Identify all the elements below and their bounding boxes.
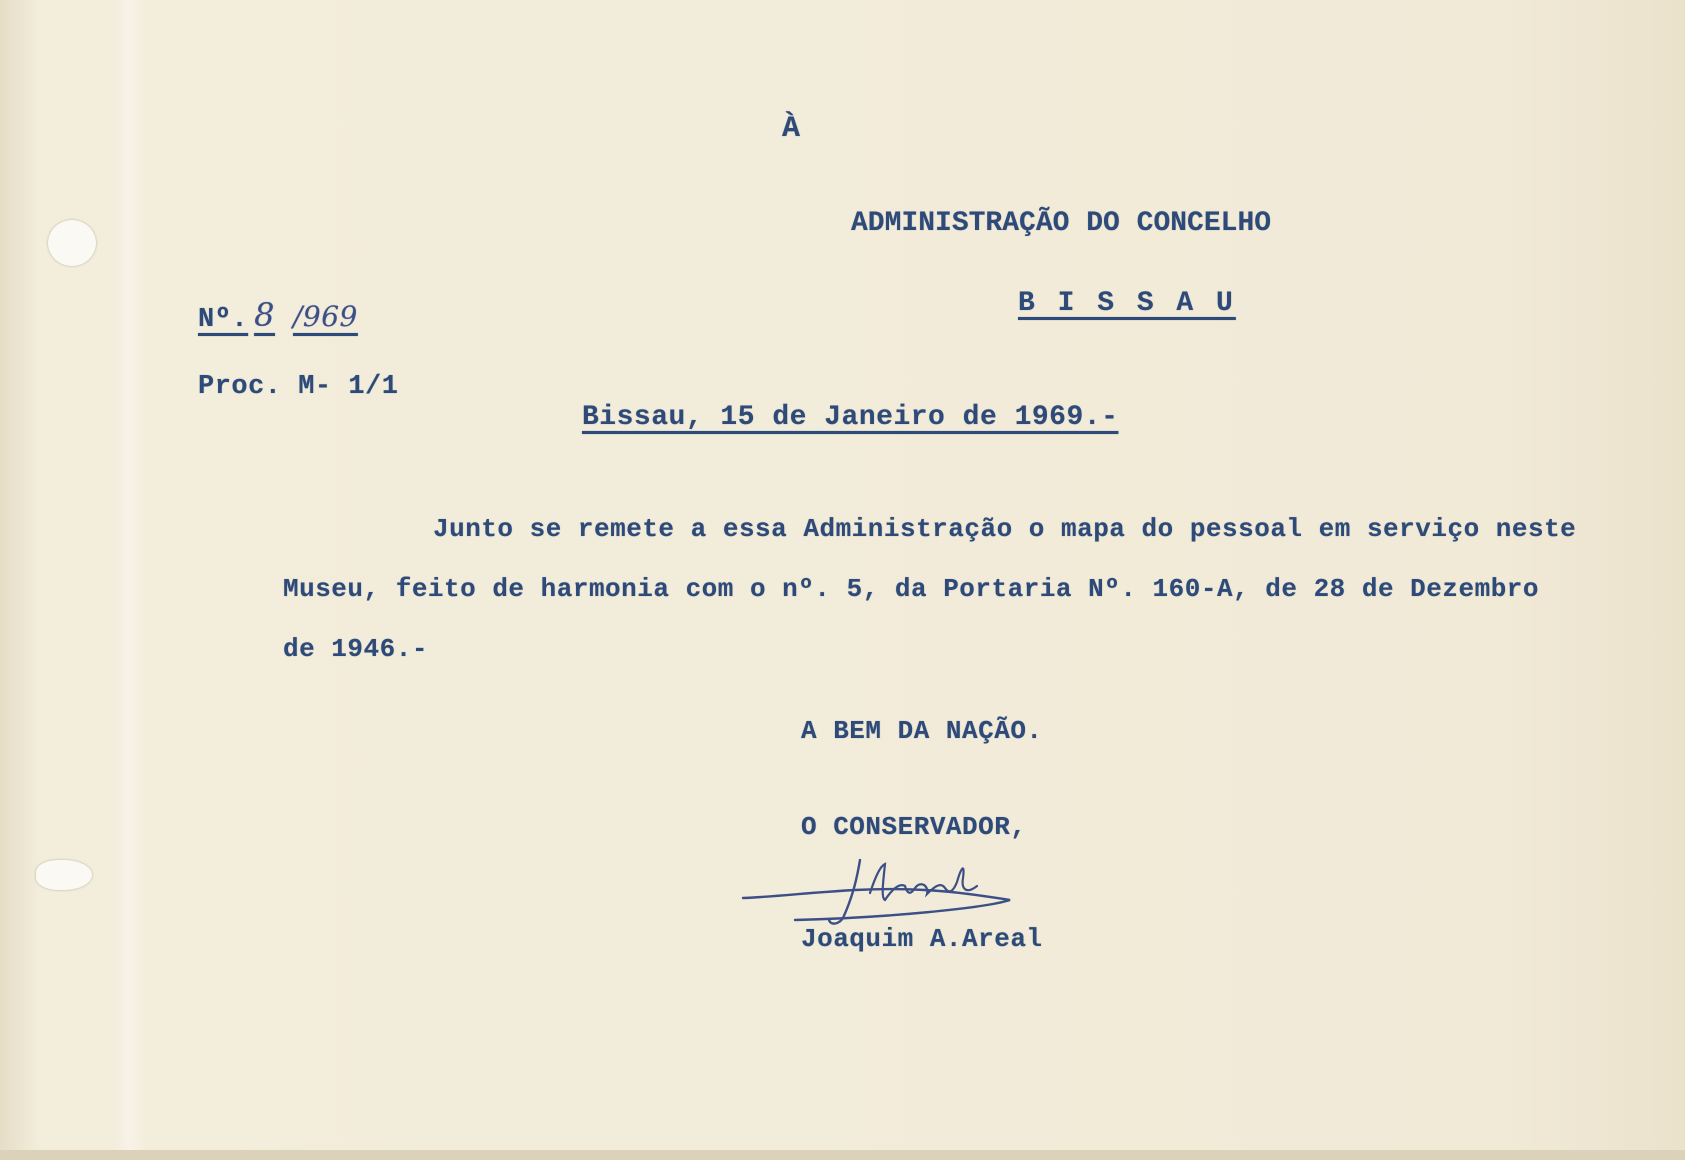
salutation: À [782, 112, 801, 146]
body-line-1: Junto se remete a essa Administração o mapa do pessoal em serviço neste [433, 514, 1577, 544]
reference-number [198, 296, 358, 335]
signature-scrawl [735, 838, 1035, 938]
recipient: ADMINISTRAÇÃO DO CONCELHO [851, 208, 1272, 239]
body-line-2: Museu, feito de harmonia com o nº. 5, da Portaria Nº. 160-A, de 28 de Dezembro [283, 574, 1539, 604]
paper-fold [115, 0, 145, 1160]
signatory-name: Joaquim A.Areal [801, 924, 1043, 954]
city: B I S S A U [1018, 288, 1236, 319]
reference-number-handwritten: 8 [254, 296, 275, 334]
paper-edge [0, 1150, 1685, 1160]
process-number: Proc. M- 1/1 [198, 372, 399, 402]
reference-prefix: Nº. [198, 305, 249, 335]
punch-hole-top [48, 220, 96, 266]
reference-year: /969 [292, 300, 358, 333]
signatory-title: O CONSERVADOR, [801, 812, 1027, 842]
body-line-3: de 1946.- [283, 634, 428, 664]
punch-hole-bottom [36, 860, 92, 890]
closing: A BEM DA NAÇÃO. [801, 716, 1043, 746]
date-line: Bissau, 15 de Janeiro de 1969.- [582, 402, 1119, 433]
